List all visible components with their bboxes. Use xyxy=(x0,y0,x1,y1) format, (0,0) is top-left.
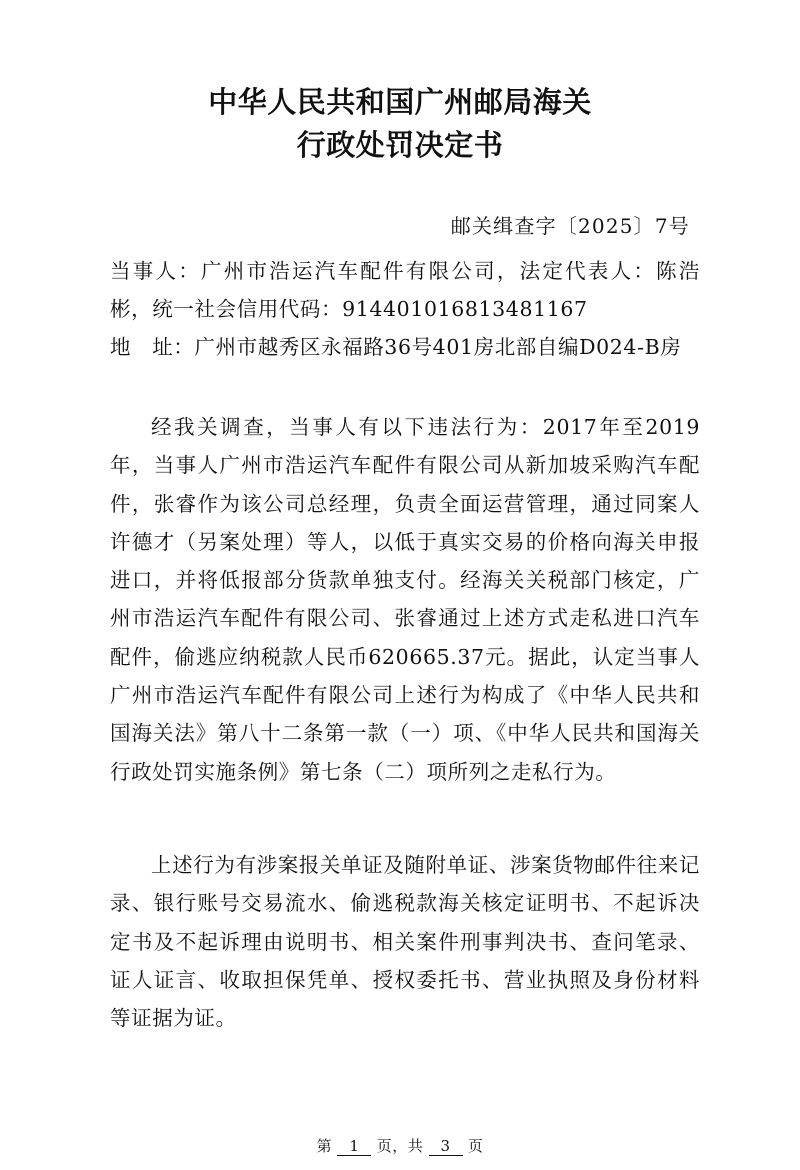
footer-middle: 页，共 xyxy=(376,1137,424,1155)
total-pages-number: 3 xyxy=(429,1139,463,1156)
evidence-paragraph: 上述行为有涉案报关单证及随附单证、涉案货物邮件往来记录、银行账号交易流水、偷逃税款海关核定证明书、不起诉决定书及不起诉理由说明书、相关案件刑事判决书、查问笔录、证人证言、收取担保凭单、授权委托书、营业执照及身份材料等证据为证。 xyxy=(110,853,700,1031)
party-address: 地 址：广州市越秀区永福路36号401房北部自编D024-B房 xyxy=(110,335,682,359)
facts-paragraph: 经我关调查，当事人有以下违法行为：2017年至2019年，当事人广州市浩运汽车配件有限公司从新加坡采购汽车配件，张睿作为该公司总经理，负责全面运营管理，通过同案人许德才（另案处理）等人，以低于真实交易的价格向海关申报进口，并将低报部分货款单独支付。经海关关税部门核定，广州市浩运汽车配件有限公司、张睿通过上述方式走私进口汽车配件，偷逃应纳税款人民币620665.37元。据此，认定当事人广州市浩运汽车配件有限公司上述行为构成了《中华人民共和国海关法》第八十二条第一款（一）项、《中华人民共和国海关行政处罚实施条例》第七条（二）项所列之走私行为。 xyxy=(110,415,700,784)
footer-prefix: 第 xyxy=(316,1137,333,1155)
footer-suffix: 页 xyxy=(467,1137,484,1155)
party-info: 当事人：广州市浩运汽车配件有限公司，法定代表人：陈浩彬，统一社会信用代码：914401016813481167 xyxy=(110,259,700,322)
document-title: 中华人民共和国广州邮局海关 xyxy=(208,85,592,119)
document-subtitle: 行政处罚决定书 xyxy=(296,128,504,162)
page-footer xyxy=(0,1139,800,1156)
document-number: 邮关缉查字〔2025〕7号 xyxy=(450,214,690,238)
current-page-number: 1 xyxy=(337,1139,371,1156)
